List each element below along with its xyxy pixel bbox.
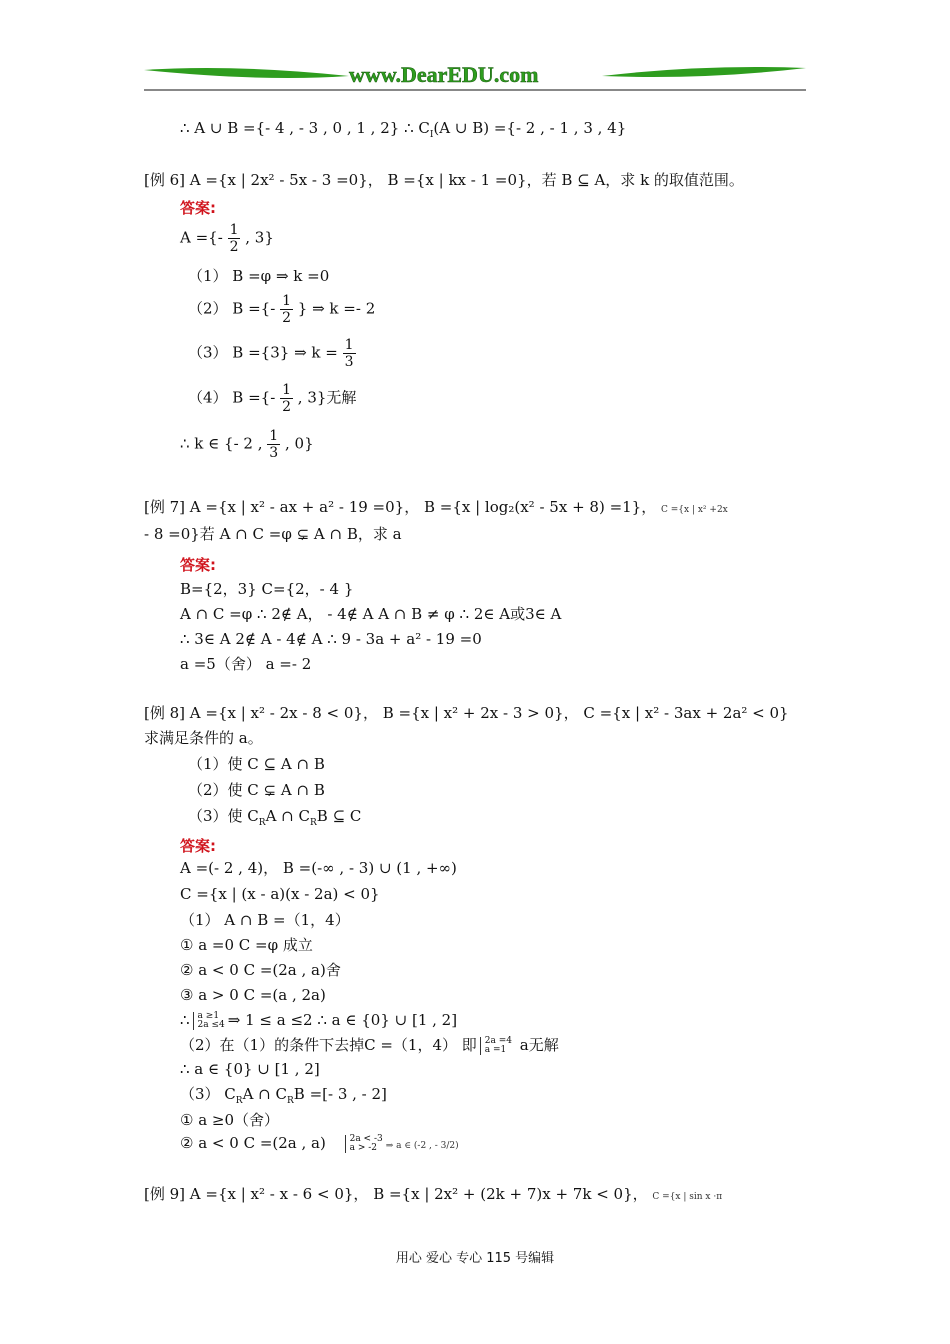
- e8-c3: （3）使 $C_RA$ ∩ $C_RB$ ⊆ C: [188, 807, 362, 828]
- e8-a7: ∴ a ≥1 2a ≤4 ⇒ 1 ≤ a ≤2 ∴ a ∈ {0} ∪ [1 , 2]: [180, 1011, 458, 1030]
- e8-c2: （2）使 C ⊊ A ∩ B: [188, 781, 325, 799]
- answer-label: 答案:: [180, 199, 216, 217]
- line-union: ∴ A ∪ B ={- 4 , - 3 , 0 , 1 , 2} ∴ $C_I(A$ ∪ B) ={- 2 , - 1 , 3 , 4}: [180, 119, 627, 140]
- example-8-cont: 求满足条件的 a。: [144, 729, 263, 747]
- e8-a5: ② a < 0 C =(2a , a)舍: [180, 961, 341, 979]
- e6-case-2: （2） B ={- $\frac{1}{2}$ } ⇒ k =- 2: [188, 293, 376, 326]
- e7-a4: a =5（舍） a =- 2: [180, 655, 312, 673]
- e8-a12: ② a < 0 C =(2a , a) 2a < -3 a > -2 ⇒ a ∈ (-2 , - 3/2): [180, 1134, 459, 1153]
- example-8: [例 8] A ={x | x² - 2x - 8 < 0}， B ={x | x² + 2x - 3 > 0}， C ={x | x² - 3ax + 2a² < 0}: [144, 704, 789, 722]
- left-swoosh: [144, 68, 349, 78]
- e8-c1: （1）使 C ⊆ A ∩ B: [188, 755, 325, 773]
- e8-a3: （1） A ∩ B =（1，4）: [180, 911, 350, 929]
- e6-a1: A ={- $\frac{1}{2}$ , 3}: [180, 222, 274, 255]
- example-7-cont: - 8 =0}若 A ∩ C =φ ⊊ A ∩ B，求 a: [144, 525, 402, 543]
- e8-a6: ③ a > 0 C =(a , 2a): [180, 986, 326, 1004]
- answer-label-7: 答案:: [180, 556, 216, 574]
- header-banner: [144, 60, 806, 96]
- e8-a2: C ={x | (x - a)(x - 2a) < 0}: [180, 885, 380, 903]
- e8-a10: （3） $C_RA$ ∩ $C_RB$ =[- 3 , - 2]: [180, 1085, 387, 1106]
- e7-a1: B={2，3} C={2，- 4 }: [180, 580, 354, 598]
- page-footer: 用心 爱心 专心 115 号编辑: [395, 1251, 555, 1266]
- e8-a8: （2）在（1）的条件下去掉C =（1，4） 即 2a =4 a =1 a无解: [180, 1036, 559, 1055]
- e6-result: ∴ k ∈ {- 2 , $\frac{1}{3}$ , 0}: [180, 428, 314, 461]
- e6-case-1: （1） B =φ ⇒ k =0: [188, 267, 330, 285]
- e8-a11: ① a ≥0（舍）: [180, 1111, 280, 1129]
- e8-a1: A =(- 2 , 4)， B =(-∞ , - 3) ∪ (1 , +∞): [180, 859, 457, 877]
- site-logo: www.DearEDU.com: [349, 62, 539, 87]
- example-9: [例 9] A ={x | x² - x - 6 < 0}， B ={x | 2x² + (2k + 7)x + 7k < 0}， C ={x | sin x ·π: [144, 1185, 723, 1203]
- right-swoosh: [602, 67, 806, 77]
- e6-case-3: （3） B ={3} ⇒ k = $\frac{1}{3}$: [188, 337, 354, 370]
- example-6: [例 6] A ={x | 2x² - 5x - 3 =0}， B ={x | kx - 1 =0}，若 B ⊆ A，求 k 的取值范围。: [144, 171, 744, 189]
- e6-case-4: （4） B ={- $\frac{1}{2}$ , 3}无解: [188, 382, 357, 415]
- e7-a3: ∴ 3∈ A 2∉ A - 4∉ A ∴ 9 - 3a + a² - 19 =0: [180, 630, 482, 648]
- e8-a9: ∴ a ∈ {0} ∪ [1 , 2]: [180, 1060, 320, 1078]
- e7-a2: A ∩ C =φ ∴ 2∉ A， - 4∉ A A ∩ B ≠ φ ∴ 2∈ A或3∈ A: [180, 605, 562, 623]
- e8-a4: ① a =0 C =φ 成立: [180, 936, 313, 954]
- answer-label-8: 答案:: [180, 837, 216, 855]
- example-7: [例 7] A ={x | x² - ax + a² - 19 =0}， B ={x | log₂(x² - 5x + 8) =1}， C ={x | x² +2x: [144, 498, 728, 516]
